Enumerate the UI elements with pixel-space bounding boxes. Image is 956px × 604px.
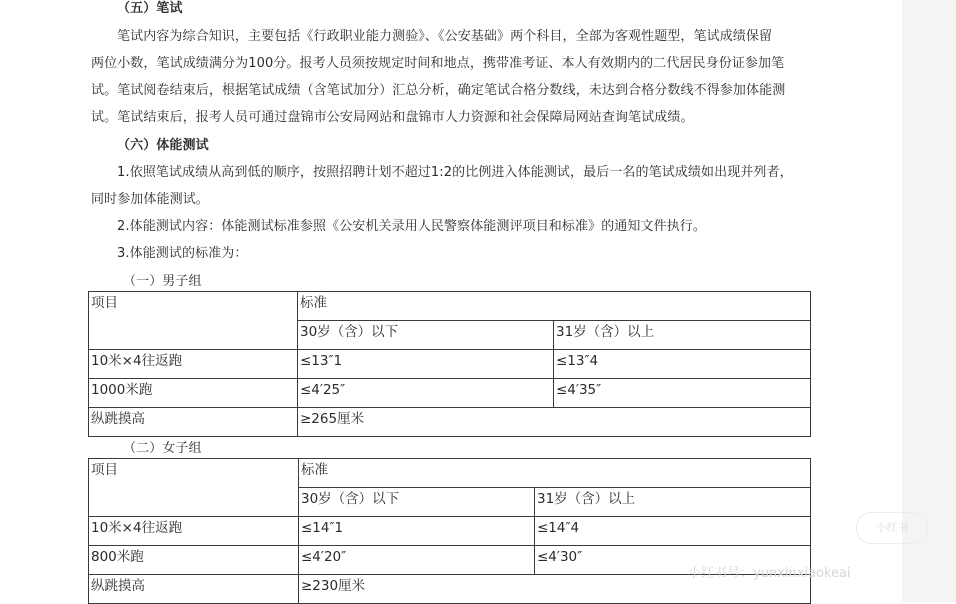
table-header-standard: 标准: [299, 459, 811, 488]
paragraph-line: 2.体能测试内容：体能测试标准参照《公安机关录用人民警察体能测评项目和标准》的通知文件执行。: [117, 219, 707, 234]
table-cell-item: 10米×4往返跑: [89, 517, 299, 546]
female-group-title: （二）女子组: [123, 441, 202, 456]
table-header-age-over-31: 31岁（含）以上: [554, 321, 811, 350]
table-row: [89, 408, 811, 437]
table-cell-item: 1000米跑: [89, 379, 298, 408]
paragraph-line: 笔试内容为综合知识，主要包括《行政职业能力测验》、《公安基础》两个科目，全部为客观性题型，笔试成绩保留: [117, 29, 773, 44]
table-cell-item: 10米×4往返跑: [89, 350, 298, 379]
table-cell-value: ≤13″1: [298, 350, 554, 379]
table-cell-value: ≥230厘米: [299, 575, 811, 604]
table-cell-item: 800米跑: [89, 546, 299, 575]
table-header-age-under-30: 30岁（含）以下: [298, 321, 554, 350]
table-cell-item: 纵跳摸高: [89, 575, 299, 604]
table-header-age-under-30: 30岁（含）以下: [299, 488, 535, 517]
paragraph-line: 两位小数，笔试成绩满分为100分。报考人员须按规定时间和地点，携带准考证、本人有效期内的二代居民身份证参加笔: [91, 56, 785, 71]
table-cell-value: ≤14″1: [299, 517, 535, 546]
table-row: [89, 517, 811, 546]
watermark-logo-icon: 小红书: [856, 512, 928, 544]
table-cell-value: ≤13″4: [554, 350, 811, 379]
table-cell-value: ≤4′35″: [554, 379, 811, 408]
paragraph-line: 1.依照笔试成绩从高到低的顺序，按照招聘计划不超过1:2的比例进入体能测试，最后一名的笔试成绩如出现并列者，: [117, 165, 793, 180]
paragraph-line: 试。笔试结束后，报考人员可通过盘锦市公安局网站和盘锦市人力资源和社会保障局网站查询笔试成绩。: [91, 110, 694, 125]
paragraph-line: 3.体能测试的标准为：: [117, 246, 248, 261]
table-row: [89, 292, 811, 321]
table-cell-value: ≥265厘米: [298, 408, 811, 437]
table-header-item: 项目: [89, 292, 298, 350]
watermark-text: 小红书号：yunxinxiaokeai: [688, 566, 851, 581]
paragraph-line: 同时参加体能测试。: [91, 192, 209, 207]
section-heading-written-exam: （五）笔试: [117, 1, 183, 16]
table-header-age-over-31: 31岁（含）以上: [535, 488, 811, 517]
male-standards-table: [88, 291, 811, 437]
male-group-title: （一）男子组: [123, 274, 202, 289]
paragraph-line: 试。笔试阅卷结束后，根据笔试成绩（含笔试加分）汇总分析，确定笔试合格分数线，未达到合格分数线不得参加体能测: [91, 83, 786, 98]
table-header-standard: 标准: [298, 292, 811, 321]
table-cell-value: ≤4′20″: [299, 546, 535, 575]
table-row: [89, 459, 811, 488]
table-cell-value: ≤14″4: [535, 517, 811, 546]
section-heading-fitness-test: （六）体能测试: [117, 138, 209, 153]
table-cell-value: ≤4′25″: [298, 379, 554, 408]
female-standards-table: [88, 458, 811, 604]
table-cell-value: ≤4′30″: [535, 546, 811, 575]
table-row: [89, 350, 811, 379]
table-header-item: 项目: [89, 459, 299, 517]
table-row: [89, 379, 811, 408]
table-cell-item: 纵跳摸高: [89, 408, 298, 437]
